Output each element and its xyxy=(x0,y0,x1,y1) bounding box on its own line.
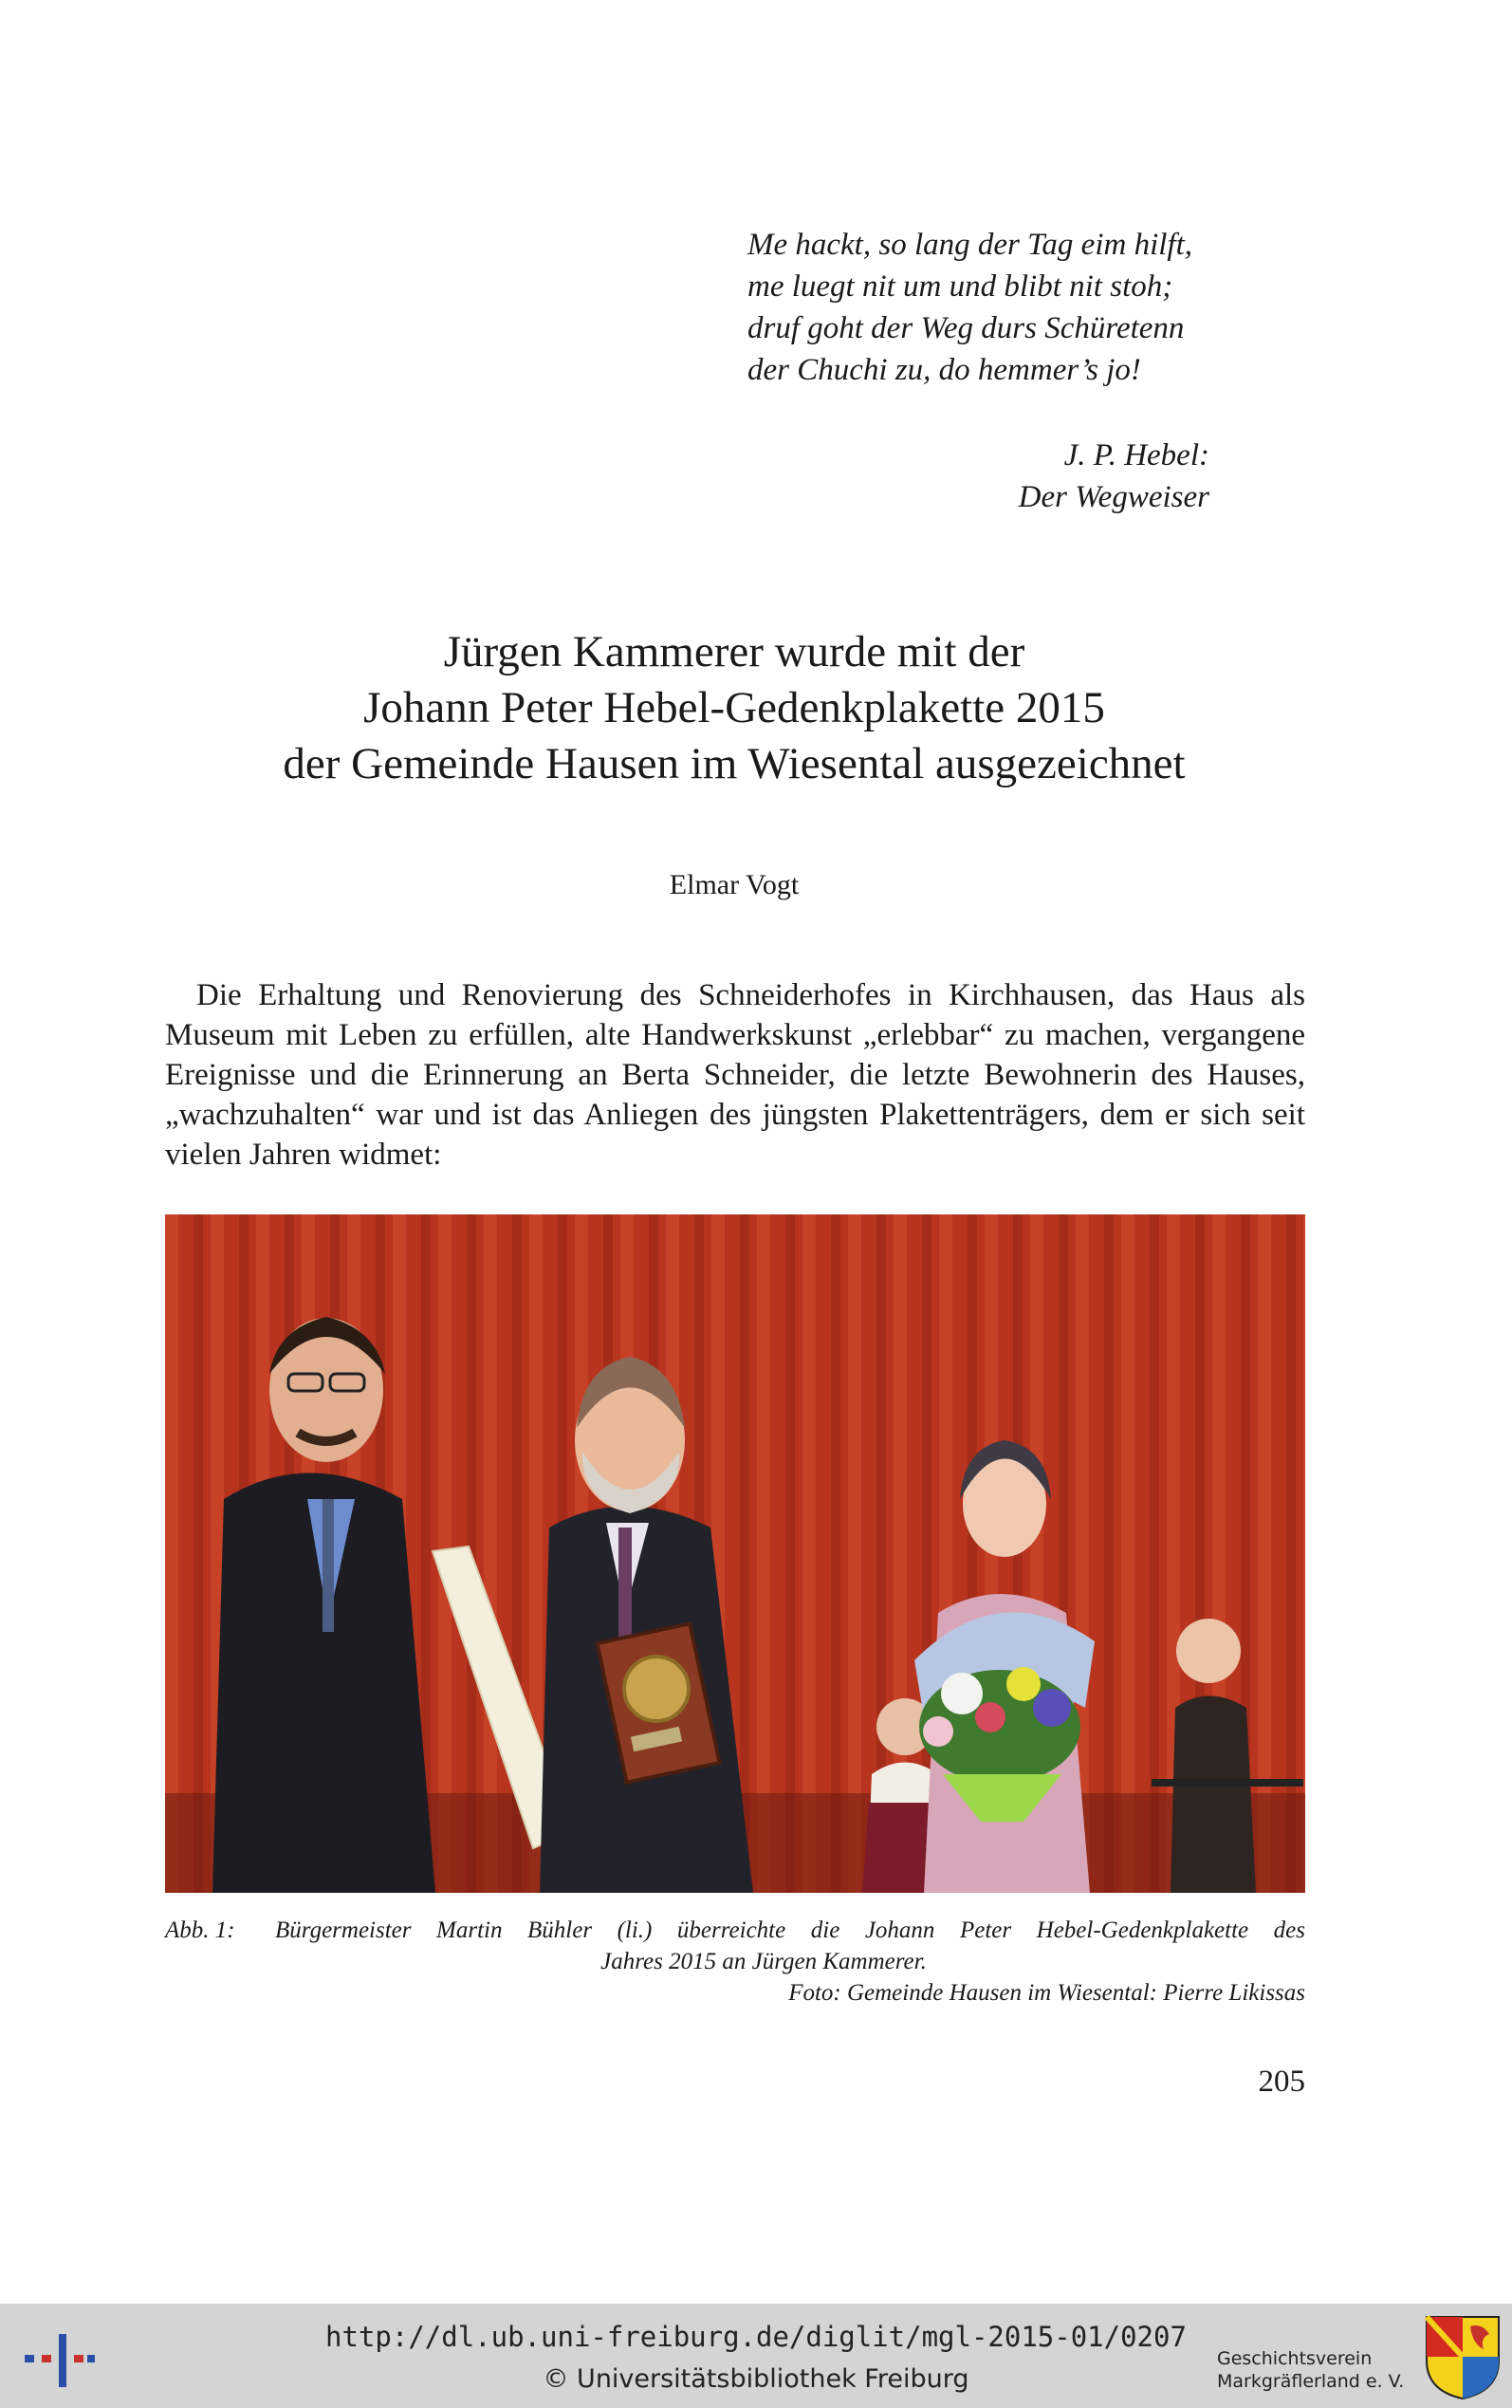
body-paragraph: Die Erhaltung und Renovierung des Schneiderhofes in Kirchhausen, das Haus als Museum mit Leben zu erfüllen, alte Handwerkskunst „erlebbar“ zu machen, vergangene Ereignisse und die Erinnerung an Berta Schneider, die letzte Bewohnerin des Hauses, „wachzuhalten“ war und ist das Anliegen des jüngsten Plakettenträgers, dem er sich seit vielen Jahren widmet: xyxy=(165,978,1305,1172)
coat-of-arms-icon xyxy=(1423,2313,1503,2400)
epigraph-poem xyxy=(747,224,1279,391)
poem-line: der Chuchi zu, do hemmer’s jo! xyxy=(747,353,1141,387)
page-number: 205 xyxy=(1258,2065,1305,2099)
society-line: Geschichtsverein xyxy=(1217,2348,1373,2369)
figure-caption xyxy=(165,1915,1305,2009)
poem-line: me luegt nit um und blibt nit stoh; xyxy=(747,269,1173,304)
caption-line: Jahres 2015 an Jürgen Kammerer. xyxy=(600,1949,927,1974)
footer-bar xyxy=(0,2304,1512,2408)
article-author: Elmar Vogt xyxy=(669,869,800,900)
title-line: der Gemeinde Hausen im Wiesental ausgezeichnet xyxy=(283,739,1186,788)
poem-author: J. P. Hebel: xyxy=(1063,438,1209,472)
epigraph-attribution xyxy=(1019,435,1209,518)
copyright-notice: © Universitätsbibliothek Freiburg xyxy=(543,2364,969,2394)
society-line: Markgräflerland e. V. xyxy=(1217,2371,1405,2392)
poem-line: Me hackt, so lang der Tag eim hilft, xyxy=(747,228,1192,262)
society-name xyxy=(1217,2347,1404,2393)
article-title xyxy=(165,624,1303,792)
title-line: Johann Peter Hebel-Gedenkplakette 2015 xyxy=(363,683,1105,732)
photo-illustration xyxy=(165,1214,1305,1893)
award-photo xyxy=(165,1214,1305,1893)
poem-source: Der Wegweiser xyxy=(1018,480,1209,514)
photo-credit: Foto: Gemeinde Hausen im Wiesental: Pierre Likissas xyxy=(788,1980,1305,2006)
figure-label: Abb. 1: xyxy=(165,1917,235,1943)
poem-line: druf goht der Weg durs Schüretenn xyxy=(747,311,1185,345)
document-url[interactable]: http://dl.ub.uni-freiburg.de/diglit/mgl-2015-01/0207 xyxy=(325,2321,1187,2353)
caption-line: Bürgermeister Martin Bühler (li.) überreichte die Johann Peter Hebel-Gedenkplakette des xyxy=(275,1917,1305,1943)
title-line: Jürgen Kammerer wurde mit der xyxy=(443,627,1025,676)
